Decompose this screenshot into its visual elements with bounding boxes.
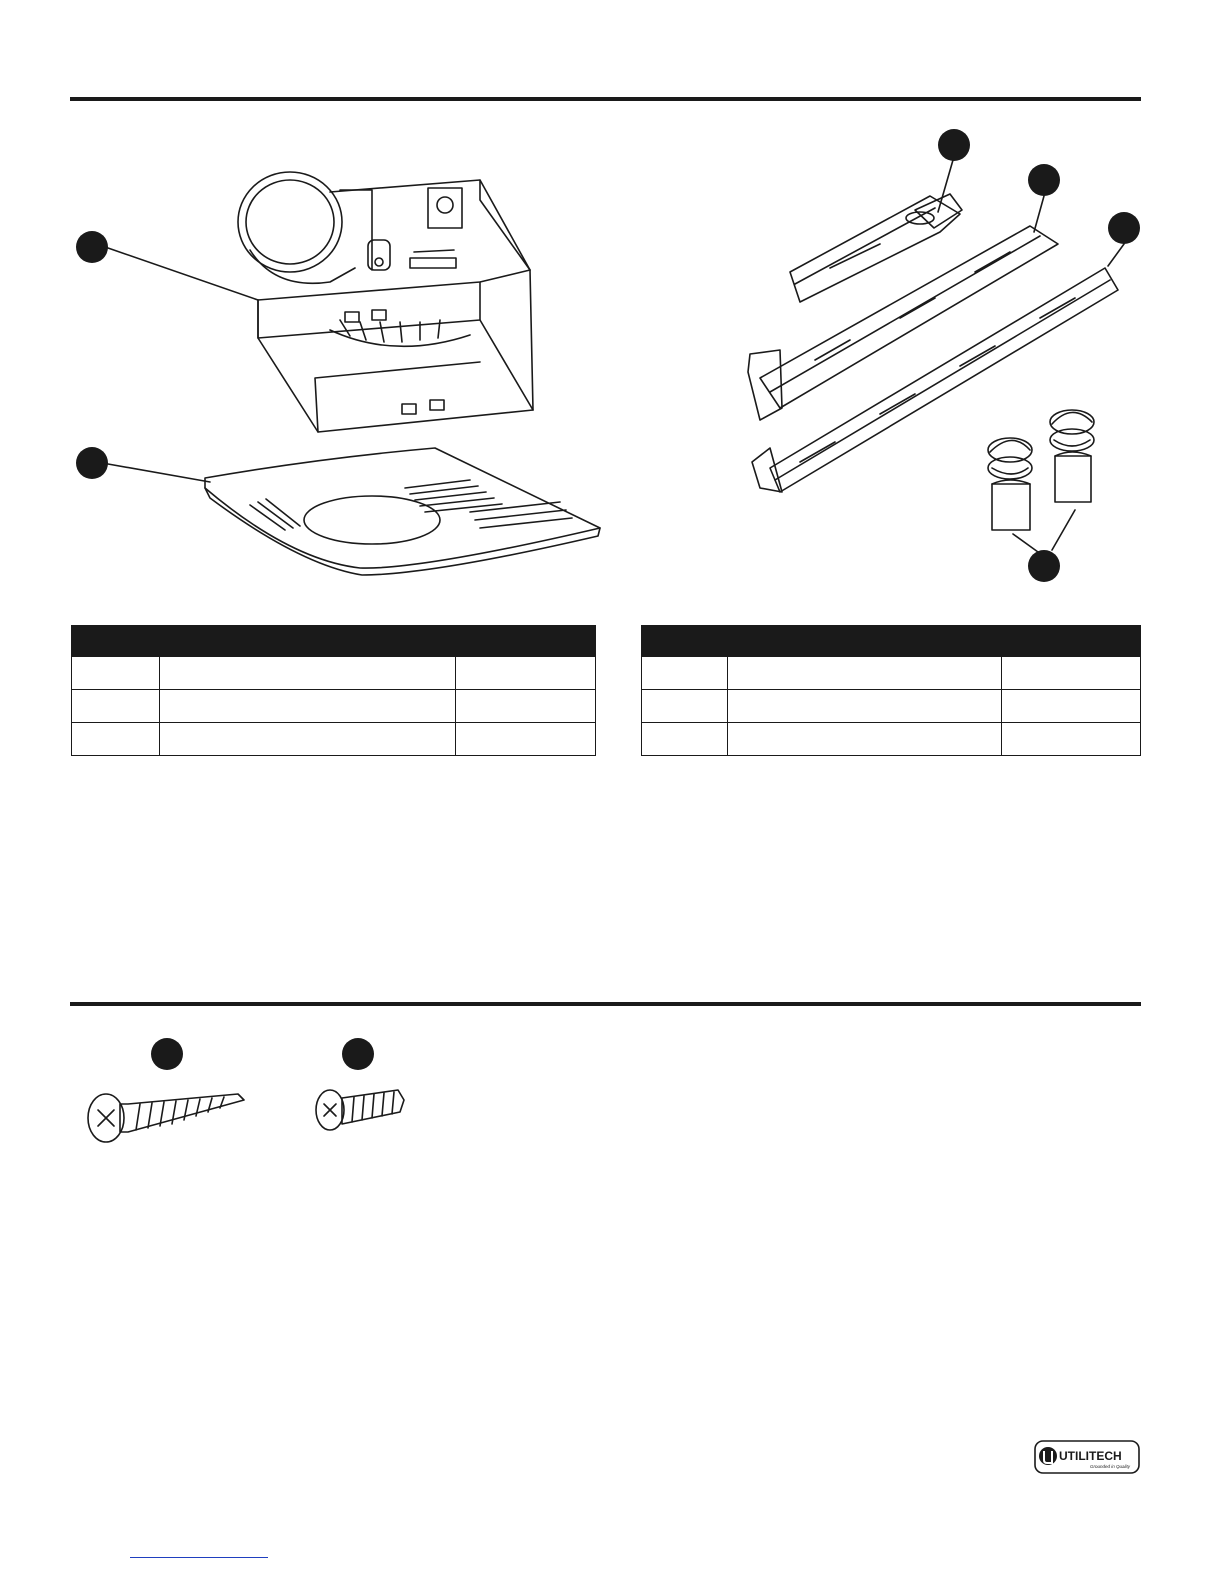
svg-text:Grounded in Quality: Grounded in Quality	[1090, 1464, 1131, 1469]
part-cell	[72, 723, 160, 756]
leader-line	[108, 248, 258, 300]
description-cell	[160, 657, 456, 690]
quantity-cell	[456, 690, 596, 723]
fan-housing-icon	[238, 172, 533, 432]
parts-table-right	[641, 625, 1141, 756]
part-cell	[642, 723, 728, 756]
quantity-cell	[1002, 690, 1141, 723]
svg-text:UTILITECH: UTILITECH	[1059, 1449, 1122, 1463]
grille-icon	[205, 448, 600, 575]
part-cell	[642, 657, 728, 690]
footer-link-underline[interactable]	[130, 1557, 268, 1558]
parts-table-header	[642, 626, 1141, 657]
parts-table-header-row	[72, 626, 596, 657]
callout-long-bracket	[1028, 164, 1060, 196]
quantity-cell	[1002, 723, 1141, 756]
callout-bulbs	[1028, 550, 1060, 582]
callout-wood-screw	[151, 1038, 183, 1070]
leader-line	[938, 160, 953, 212]
parts-table-header	[72, 626, 596, 657]
leader-line	[1108, 244, 1124, 266]
part-cell	[642, 690, 728, 723]
utilitech-logo	[1034, 1440, 1140, 1474]
quantity-cell	[1002, 657, 1141, 690]
screw-icon	[316, 1090, 404, 1130]
parts-table-left	[71, 625, 596, 756]
parts-table-header-row	[642, 626, 1141, 657]
bracket-icon	[752, 268, 1118, 492]
bracket-icon	[790, 194, 962, 302]
callout-fan-housing	[76, 231, 108, 263]
quantity-cell	[456, 723, 596, 756]
leader-line	[108, 464, 210, 482]
description-cell	[728, 657, 1002, 690]
description-cell	[160, 690, 456, 723]
callout-long-bracket	[1108, 212, 1140, 244]
table-row	[72, 657, 596, 690]
part-cell	[72, 657, 160, 690]
part-cell	[72, 690, 160, 723]
table-row	[72, 723, 596, 756]
table-row	[642, 657, 1141, 690]
quantity-cell	[456, 657, 596, 690]
description-cell	[160, 723, 456, 756]
table-row	[72, 690, 596, 723]
callout-short-bracket	[938, 129, 970, 161]
bulb-icon	[988, 410, 1094, 552]
description-cell	[728, 723, 1002, 756]
table-row	[642, 723, 1141, 756]
table-row	[642, 690, 1141, 723]
callout-machine-screw	[342, 1038, 374, 1070]
screw-icon	[88, 1094, 244, 1142]
leader-line	[1034, 196, 1044, 232]
callout-grille	[76, 447, 108, 479]
description-cell	[728, 690, 1002, 723]
